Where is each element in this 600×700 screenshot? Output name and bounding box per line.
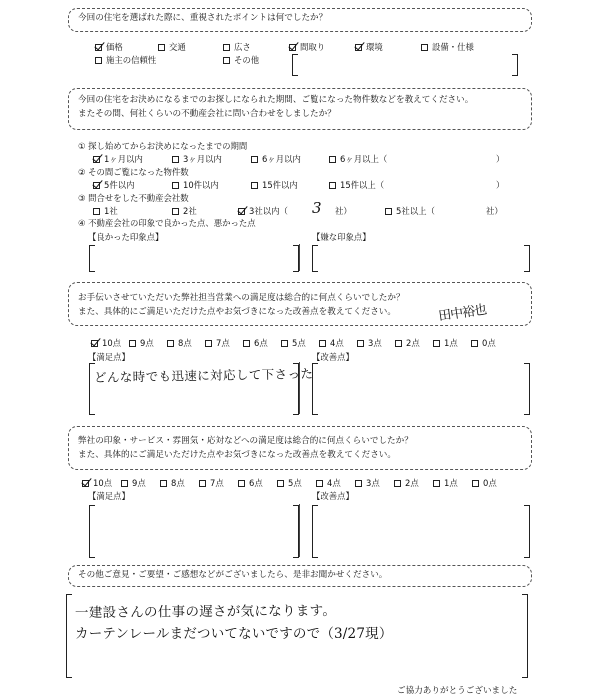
q2-good-label: 【良かった印象点】: [88, 232, 164, 242]
q2-good-bracket-left: [89, 245, 95, 272]
checkbox[interactable]: [243, 340, 250, 347]
q2-sub3-opt2[interactable]: 2社: [172, 205, 197, 217]
q2-bad-bracket-right: [524, 245, 530, 272]
q3-improve-label: 【改善点】: [312, 352, 354, 362]
q3-staff-name: 田中裕也: [437, 302, 488, 325]
checkbox[interactable]: [172, 156, 179, 163]
checkbox[interactable]: [357, 340, 364, 347]
q1-option-transport[interactable]: 交通: [158, 41, 186, 53]
checkbox[interactable]: [319, 340, 326, 347]
q2-sub3-close-b: 社）: [486, 206, 503, 216]
checkbox[interactable]: [199, 480, 206, 487]
q2-sub3-close-a: 社）: [335, 206, 352, 216]
checkbox[interactable]: [95, 57, 102, 64]
q2-sub1-opt4[interactable]: 6ヶ月以上（: [329, 153, 387, 165]
checkbox[interactable]: [93, 156, 100, 163]
checkbox[interactable]: [205, 340, 212, 347]
q2-bad-label: 【嫌な印象点】: [312, 232, 371, 242]
q1-other-bracket-left: [292, 54, 298, 76]
q1-option-other[interactable]: その他: [223, 54, 259, 66]
checkbox[interactable]: [316, 480, 323, 487]
score-4[interactable]: 4点: [316, 477, 355, 489]
q2-sub1-opt1[interactable]: 1ヶ月以内: [93, 153, 143, 165]
score-9[interactable]: 9点: [129, 337, 167, 349]
score-6[interactable]: 6点: [243, 337, 281, 349]
score-9[interactable]: 9点: [121, 477, 160, 489]
checkbox[interactable]: [82, 480, 89, 487]
q4-divider: [299, 504, 300, 557]
q2-bad-bracket-left: [312, 245, 318, 272]
checkbox[interactable]: [95, 44, 102, 51]
score-6[interactable]: 6点: [238, 477, 277, 489]
checkbox[interactable]: [121, 480, 128, 487]
q2-question-line1: 今回の住宅をお決めになるまでのお探しになられた期間、ご覧になった物件数などを教えてください。: [78, 95, 474, 105]
score-2[interactable]: 2点: [394, 477, 433, 489]
q2-sub2-opt4[interactable]: 15件以上（: [329, 179, 384, 191]
q4-satisfied-bracket-left: [89, 505, 95, 558]
q2-sub2-opt3[interactable]: 15件以内: [251, 179, 298, 191]
q1-question: 今回の住宅を選ばれた際に、重視されたポイントは何でしたか？: [78, 13, 328, 23]
score-2[interactable]: 2点: [395, 337, 433, 349]
checkbox[interactable]: [172, 182, 179, 189]
score-10[interactable]: 10点: [91, 337, 129, 349]
q2-sub3-opt4[interactable]: 5社以上（: [385, 205, 435, 217]
q3-improve-bracket-right: [524, 363, 530, 415]
q5-comment-line2: カーテンレールまだついてないですので（3/27現）: [75, 626, 393, 642]
q2-sub2-opt1[interactable]: 5件以内: [93, 179, 134, 191]
q2-sub2-close: ）: [496, 180, 505, 190]
checkbox[interactable]: [281, 340, 288, 347]
q4-satisfied-label: 【満足点】: [88, 491, 130, 501]
q1-option-size[interactable]: 広さ: [223, 41, 251, 53]
footer-thanks: ご協力ありがとうございました: [397, 686, 518, 696]
q2-sub3-handwritten-count: 3: [312, 199, 322, 217]
q1-other-bracket-right: [512, 54, 518, 76]
score-7[interactable]: 7点: [199, 477, 238, 489]
score-4[interactable]: 4点: [319, 337, 357, 349]
score-7[interactable]: 7点: [205, 337, 243, 349]
q2-sub1-close: ）: [496, 154, 505, 164]
q1-option-layout[interactable]: 間取り: [289, 41, 325, 53]
checkbox[interactable]: [167, 340, 174, 347]
q5-comment-line1: 一建設さんの仕事の遅さが気になります。: [74, 602, 337, 622]
checkbox[interactable]: [394, 480, 401, 487]
score-8[interactable]: 8点: [167, 337, 205, 349]
q3-question-line1: お手伝いさせていただいた弊社担当営業への満足度は総合的に何点くらいでしたか？: [78, 293, 405, 303]
checkbox[interactable]: [277, 480, 284, 487]
checkbox[interactable]: [129, 340, 136, 347]
checkbox[interactable]: [385, 208, 392, 215]
q2-sub1-opt3[interactable]: 6ヶ月以内: [251, 153, 301, 165]
checkbox[interactable]: [433, 480, 440, 487]
q4-improve-bracket-right: [524, 505, 530, 558]
q1-option-equipment[interactable]: 設備・仕様: [421, 41, 474, 53]
checkbox[interactable]: [93, 208, 100, 215]
checkbox[interactable]: [289, 44, 296, 51]
checkbox[interactable]: [472, 480, 479, 487]
checkbox[interactable]: [238, 480, 245, 487]
q1-option-price[interactable]: 価格: [95, 41, 123, 53]
score-5[interactable]: 5点: [281, 337, 319, 349]
checkbox[interactable]: [329, 156, 336, 163]
q3-satisfied-handwritten: どんな時でも迅速に対応して下さった: [93, 366, 314, 385]
q2-sub1-label: ① 探し始めてからお決めになったまでの期間: [78, 141, 248, 151]
q4-improve-bracket-left: [312, 505, 318, 558]
q4-score-row: [82, 477, 511, 489]
checkbox[interactable]: [433, 340, 440, 347]
q4-improve-label: 【改善点】: [312, 491, 354, 501]
checkbox[interactable]: [172, 208, 179, 215]
q2-divider: [299, 244, 300, 271]
score-1[interactable]: 1点: [433, 337, 471, 349]
checkbox[interactable]: [158, 44, 165, 51]
q2-sub2-opt2[interactable]: 10件以内: [172, 179, 219, 191]
q2-sub1-opt2[interactable]: 3ヶ月以内: [172, 153, 222, 165]
checkbox[interactable]: [471, 340, 478, 347]
checkbox[interactable]: [91, 340, 98, 347]
checkbox[interactable]: [251, 182, 258, 189]
q2-sub3-opt3[interactable]: 3社以内（: [238, 205, 288, 217]
score-10[interactable]: 10点: [82, 477, 121, 489]
q2-sub3-label: ③ 問合せをした不動産会社数: [78, 193, 189, 203]
q5-comment-bracket-left: [66, 594, 72, 678]
checkbox[interactable]: [355, 480, 362, 487]
q2-question-line2: またその間、何社くらいの不動産会社に問い合わせをしましたか？: [78, 109, 336, 119]
q4-question-line2: また、具体的にご満足いただけた点やお気づきになった改善点を教えてください。: [78, 450, 396, 460]
checkbox[interactable]: [395, 340, 402, 347]
checkbox[interactable]: [160, 480, 167, 487]
checkbox[interactable]: [223, 44, 230, 51]
checkbox[interactable]: [329, 182, 336, 189]
checkbox[interactable]: [355, 44, 362, 51]
score-0[interactable]: 0点: [471, 337, 509, 349]
score-5[interactable]: 5点: [277, 477, 316, 489]
q2-sub2-label: ② その間ご覧になった物件数: [78, 167, 189, 177]
score-3[interactable]: 3点: [355, 477, 394, 489]
checkbox[interactable]: [251, 156, 258, 163]
q1-option-builder-trust[interactable]: 施主の信頼性: [95, 54, 156, 66]
q2-sub4-label: ④ 不動産会社の印象で良かった点、悪かった点: [78, 218, 256, 228]
q5-question: その他ご意見・ご要望・ご感想などがございましたら、是非お聞かせください。: [78, 570, 388, 580]
checkbox[interactable]: [93, 182, 100, 189]
checkbox[interactable]: [223, 57, 230, 64]
score-0[interactable]: 0点: [472, 477, 511, 489]
q3-score-row: [91, 337, 509, 349]
q4-question-line1: 弊社の印象・サービス・雰囲気・応対などへの満足度は総合的に何点くらいでしたか？: [78, 436, 413, 446]
checkbox[interactable]: [238, 208, 245, 215]
score-3[interactable]: 3点: [357, 337, 395, 349]
checkbox[interactable]: [421, 44, 428, 51]
q1-option-environment[interactable]: 環境: [355, 41, 383, 53]
score-1[interactable]: 1点: [433, 477, 472, 489]
q3-satisfied-label: 【満足点】: [88, 352, 130, 362]
score-8[interactable]: 8点: [160, 477, 199, 489]
q5-comment-bracket-right: [522, 594, 528, 678]
q2-sub3-opt1[interactable]: 1社: [93, 205, 118, 217]
q3-question-line2: また、具体的にご満足いただけた点やお気づきになった改善点を教えてください。: [78, 307, 396, 317]
